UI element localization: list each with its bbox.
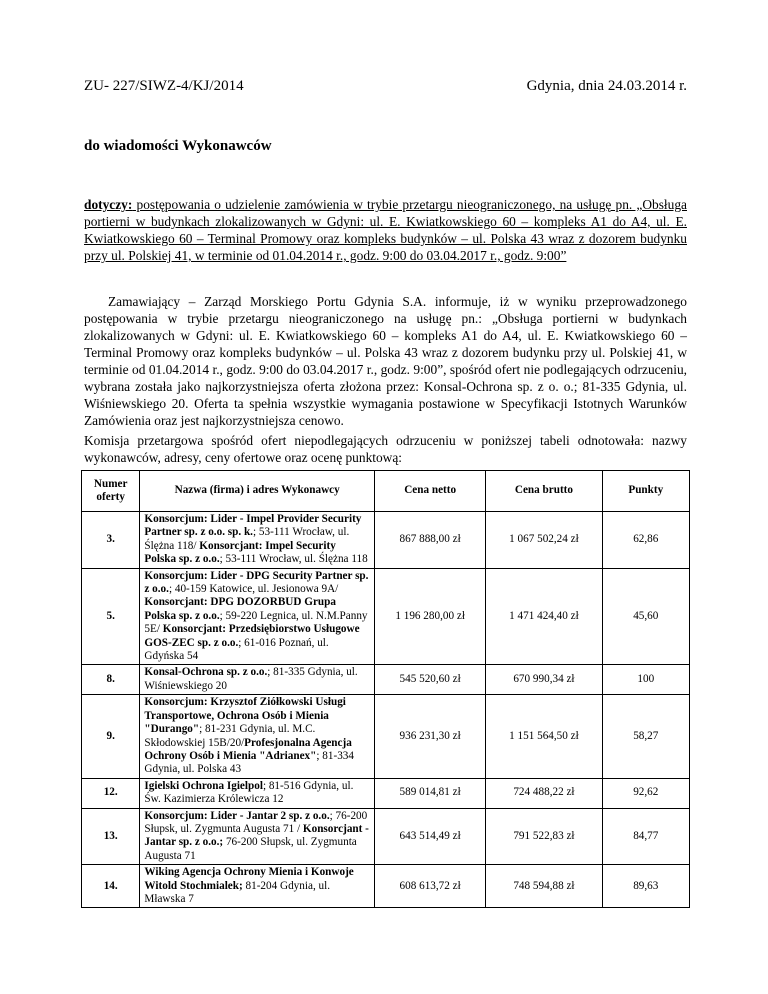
offers-table — [81, 470, 690, 908]
contractor-cell — [140, 808, 375, 865]
points-cell: 92,62 — [602, 778, 689, 808]
offer-number-cell: 5. — [82, 568, 140, 665]
gross-price-cell: 1 471 424,40 zł — [486, 568, 602, 665]
commission-paragraph: Komisja przetargowa spośród ofert niepodlegających odrzuceniu w poniższej tabeli odnotowała: nazwy wykonawców, adresy, ceny ofertowe oraz ocenę punktową: — [84, 433, 687, 465]
contractor-text: ; 81-231 Gdynia, ul. M.C. Skłodowskiej 15B/20/ — [144, 723, 316, 749]
contractor-text: 76-200 Słupsk, ul. Zygmunta Augusta 71 — [144, 836, 357, 862]
table-row — [82, 568, 690, 665]
net-price-cell: 643 514,49 zł — [374, 808, 485, 865]
contractor-text: Konsorcjum: Lider - Impel Provider Security Partner sp. z o.o. sp. k. — [144, 513, 362, 539]
offer-number-cell: 3. — [82, 512, 140, 569]
header-net-price: Cena netto — [374, 471, 485, 512]
contractor-text: Wiking Agencja Ochrony Mienia i Konwoje Witold Stochmialek; — [144, 866, 354, 892]
contractor-cell — [140, 665, 375, 695]
gross-price-cell: 748 594,88 zł — [486, 865, 602, 908]
offer-number-cell: 13. — [82, 808, 140, 865]
table-row — [82, 865, 690, 908]
contractor-text: Konsorcjant: Impel Security Polska sp. z o.o. — [144, 539, 336, 566]
contractor-text: Konsorcjant - Jantar sp. z o.o.; — [144, 822, 369, 849]
table-header-row — [82, 471, 690, 512]
contractor-text: ; 53-111 Wrocław, ul. Ślężna 118 — [219, 553, 368, 566]
contractor-text: Konsorcjant: Przedsiębiorstwo Usługowe GOS-ZEC sp. z o.o. — [144, 623, 360, 649]
gross-price-cell: 670 990,34 zł — [486, 665, 602, 695]
header-gross-price: Cena brutto — [486, 471, 602, 512]
offer-number-cell: 12. — [82, 778, 140, 808]
points-cell: 100 — [602, 665, 689, 695]
contractor-cell — [140, 512, 375, 569]
contractor-text: ; 40-159 Katowice, ul. Jesionowa 9A/ — [168, 583, 339, 596]
contractor-text: ; 61-016 Poznań, ul. Gdyńska 54 — [144, 636, 329, 663]
offer-number-cell: 9. — [82, 695, 140, 778]
points-cell: 58,27 — [602, 695, 689, 778]
announcement-paragraph: Zamawiający – Zarząd Morskiego Portu Gdynia S.A. informuje, iż w wyniku przeprowadzonego postępowania w trybie przetargu nieograniczonego na usługę pn.: „Obsługa portierni w budynkach zlokalizowanych w Gdyni: ul. E. Kwiatkowskiego 60 – kompleks A1 do A4, ul. E. Kwiatkowskiego 60 – Terminal Promowy oraz kompleks budynków – ul. Polska 43 wraz z dozorem budynku przy ul. Polskiej 41, w terminie od 01.04.2014 r., godz. 9:00 do 03.04.2017 r., godz. 9:00”, spośród ofert nie podlegających odrzuceniu, wybrana została jako najkorzystniejsza oferta złożona przez: Konsal-Ochrona sp. z o. o.; 81-335 Gdynia, ul. Wiśniewskiego 20. Oferta ta spełnia wszystkie wymagania postawione w Specyfikacji Istotnych Warunków Zamówienia oraz jest najkorzystniejsza cenowo. — [84, 294, 687, 428]
contractor-text: Konsorcjant: DPG DOZORBUD Grupa Polska sp. z o.o. — [144, 596, 336, 622]
table-row — [82, 665, 690, 695]
net-price-cell: 545 520,60 zł — [374, 665, 485, 695]
offer-number-cell: 14. — [82, 865, 140, 908]
contractor-text: ; 76-200 Słupsk, ul. Zygmunta Augusta 71 / — [144, 809, 368, 835]
gross-price-cell: 791 522,83 zł — [486, 808, 602, 865]
contractor-text: ; 81-516 Gdynia, ul. Św. Kazimierza Królewicza 12 — [144, 779, 354, 806]
contractor-text: Igielski Ochrona Igielpol — [144, 779, 263, 792]
points-cell: 84,77 — [602, 808, 689, 865]
net-price-cell: 867 888,00 zł — [374, 512, 485, 569]
points-cell: 45,60 — [602, 568, 689, 665]
table-row — [82, 695, 690, 778]
contractor-text: Konsorcjum: Lider - DPG Security Partner sp. z o.o. — [144, 569, 369, 596]
net-price-cell: 936 231,30 zł — [374, 695, 485, 778]
gross-price-cell: 1 151 564,50 zł — [486, 695, 602, 778]
contractor-text: Konsal-Ochrona sp. z o.o. — [144, 666, 268, 679]
table-row — [82, 778, 690, 808]
contractor-text: 81-204 Gdynia, ul. Mławska 7 — [144, 879, 331, 905]
contractor-text: ; 81-334 Gdynia, ul. Polska 43 — [144, 749, 354, 776]
gross-price-cell: 1 067 502,24 zł — [486, 512, 602, 569]
place-date: Gdynia, dnia 24.03.2014 r. — [526, 78, 687, 94]
contractor-text: Profesjonalna Agencja Ochrony Osób i Mienia "Adrianex" — [144, 736, 352, 762]
contractor-text: ; 59-220 Legnica, ul. N.M.Panny 5E/ — [144, 609, 368, 636]
net-price-cell: 589 014,81 zł — [374, 778, 485, 808]
offer-number-cell: 8. — [82, 665, 140, 695]
contractor-cell — [140, 695, 375, 778]
net-price-cell: 1 196 280,00 zł — [374, 568, 485, 665]
gross-price-cell: 724 488,22 zł — [486, 778, 602, 808]
contractor-cell — [140, 778, 375, 808]
contractor-cell — [140, 865, 375, 908]
table-row — [82, 808, 690, 865]
contractor-text: Konsorcjum: Krzysztof Ziółkowski Usługi Transportowe, Ochrona Osób i Mienia "Durango" — [144, 696, 346, 736]
header-offer-number: Numer oferty — [82, 471, 140, 512]
header-contractor: Nazwa (firma) i adres Wykonawcy — [140, 471, 375, 512]
contractor-text: ; 81-335 Gdynia, ul. Wiśniewskiego 20 — [144, 666, 358, 692]
contractor-text: ; 53-111 Wrocław, ul. Ślężna 118/ — [144, 526, 350, 552]
header-points: Punkty — [602, 471, 689, 512]
subject-text: postępowania o udzielenie zamówienia w trybie przetargu nieograniczonego, na usługę pn. „Obsługa portierni w budynkach zlokalizowanych w Gdyni: ul. E. Kwiatkowskiego 60 – kompleks A1 do A4, ul. E. Kwiatkowskiego 60 – Terminal Promowy oraz kompleks budynków – ul. Polska 43 wraz z dozorem budynku przy ul. Polskiej 41, w terminie od 01.04.2014 r., godz. 9:00 do 03.04.2017 r., godz. 9:00” — [84, 197, 687, 263]
table-row — [82, 512, 690, 569]
subject-line — [84, 196, 687, 264]
addressee: do wiadomości Wykonawców — [84, 138, 272, 154]
points-cell: 62,86 — [602, 512, 689, 569]
contractor-cell — [140, 568, 375, 665]
net-price-cell: 608 613,72 zł — [374, 865, 485, 908]
contractor-text: Konsorcjum: Lider - Jantar 2 sp. z o.o. — [144, 809, 330, 822]
subject-label: dotyczy: — [84, 197, 133, 212]
points-cell: 89,63 — [602, 865, 689, 908]
reference-number: ZU- 227/SIWZ-4/KJ/2014 — [84, 78, 244, 94]
